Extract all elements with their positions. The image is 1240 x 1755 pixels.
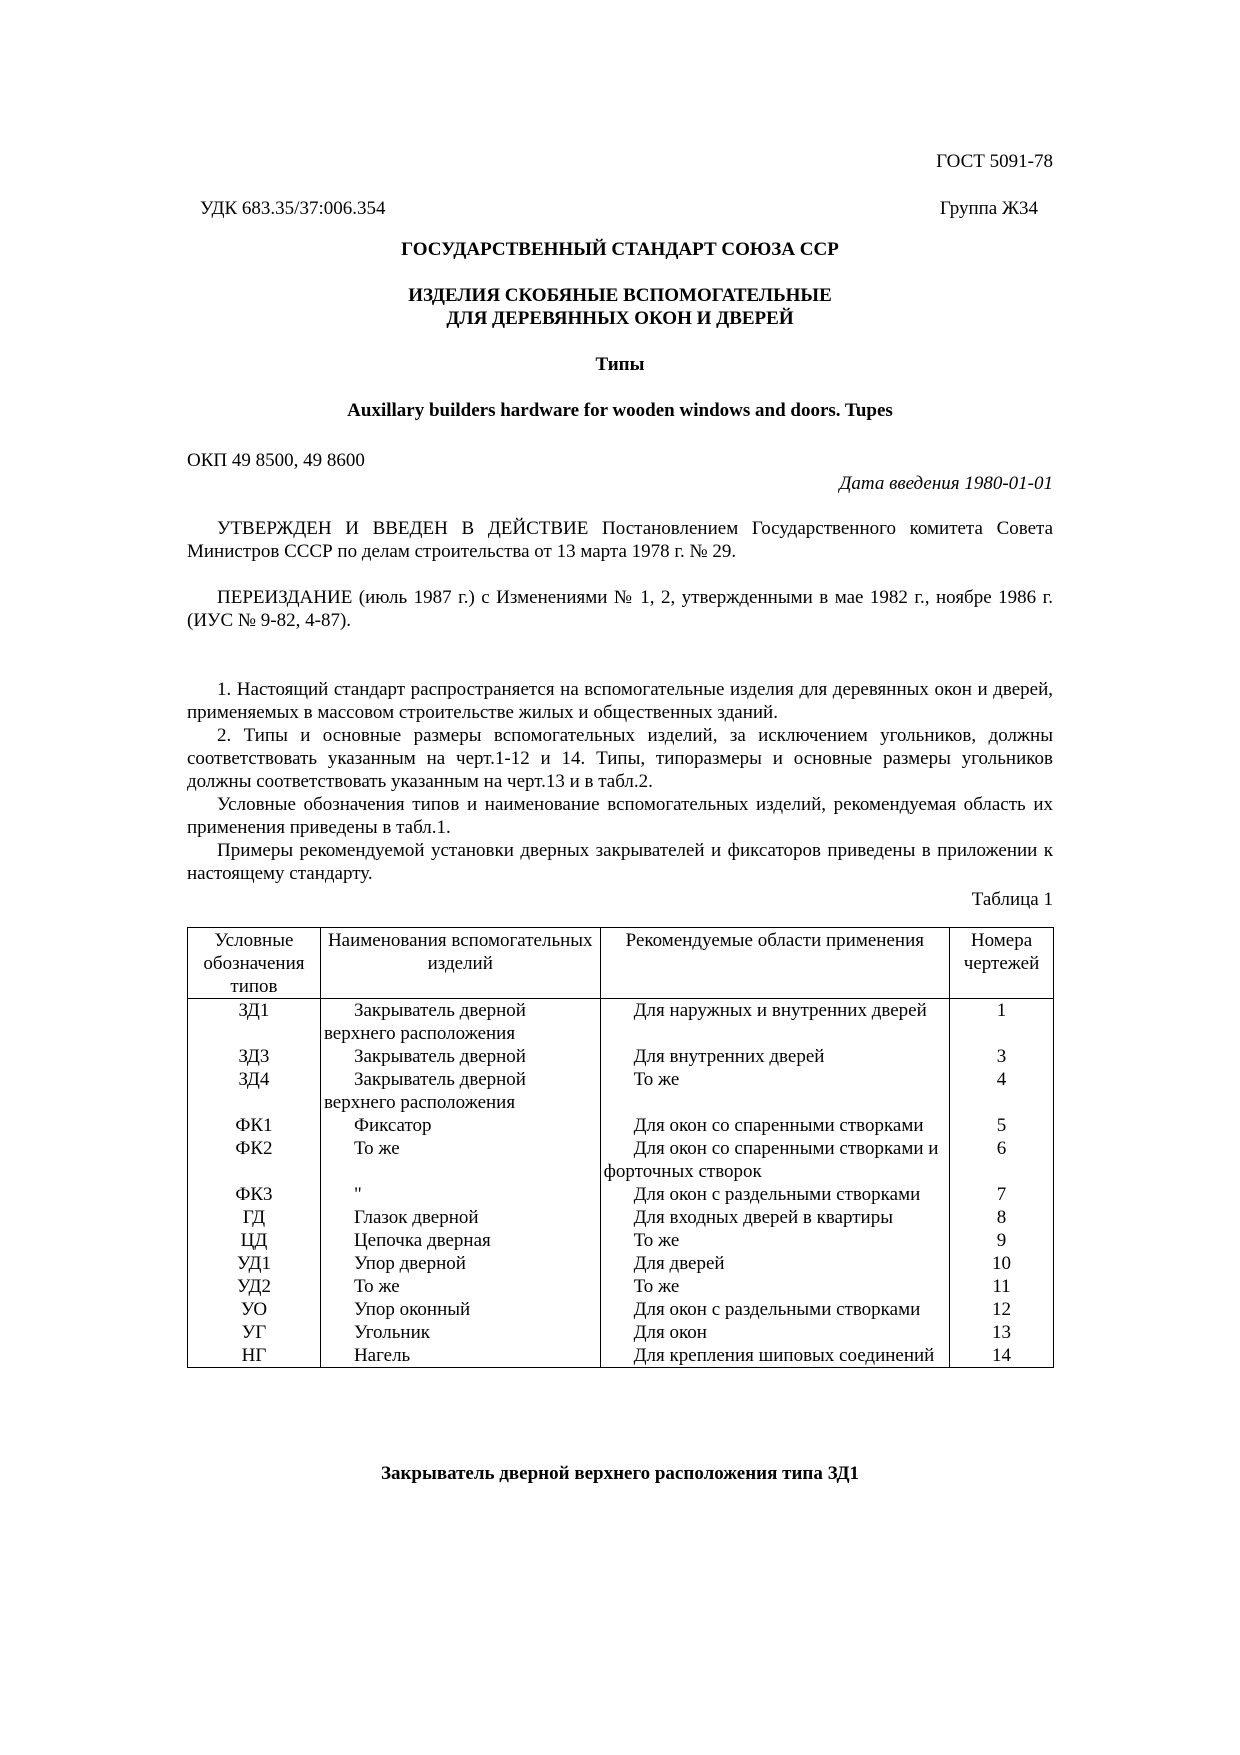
cell-area: Для входных дверей в квартиры — [600, 1206, 949, 1229]
header-drawing: Номера чертежей — [950, 928, 1054, 999]
cell-drawing: 11 — [950, 1275, 1054, 1298]
table-row — [188, 1206, 1054, 1229]
cell-area: То же — [600, 1275, 949, 1298]
doc-subtitle: Типы — [595, 354, 645, 375]
cell-drawing: 8 — [950, 1206, 1054, 1229]
cell-name: Упор дверной — [320, 1252, 600, 1275]
header-name: Наименования вспомогательных изделий — [320, 928, 600, 999]
table-row — [188, 1344, 1054, 1368]
cell-area: Для дверей — [600, 1252, 949, 1275]
clause-2-note-2: Примеры рекомендуемой установки дверных закрывателей и фиксаторов приведены в приложении к настоящему стандарту. — [187, 840, 1053, 884]
reissue-paragraph: ПЕРЕИЗДАНИЕ (июль 1987 г.) с Изменениями № 1, 2, утвержденными в мае 1982 г., ноябре 1986 г. (ИУС № 9-82, 4-87). — [187, 587, 1053, 631]
cell-code: ФК1 — [188, 1114, 321, 1137]
cell-name: Фиксатор — [320, 1114, 600, 1137]
cell-drawing: 4 — [950, 1068, 1054, 1114]
cell-name: То же — [320, 1275, 600, 1298]
table-row — [188, 1298, 1054, 1321]
cell-code: ЦД — [188, 1229, 321, 1252]
cell-area: Для окон — [600, 1321, 949, 1344]
table-row — [188, 1137, 1054, 1183]
cell-name: Закрыватель дверной верхнего расположения — [320, 1068, 600, 1114]
intro-date: Дата введения 1980-01-01 — [839, 473, 1053, 494]
types-table — [187, 927, 1054, 1368]
cell-name: То же — [320, 1137, 600, 1183]
cell-code: ФК2 — [188, 1137, 321, 1183]
cell-name: Закрыватель дверной верхнего расположения — [320, 999, 600, 1046]
cell-drawing: 7 — [950, 1183, 1054, 1206]
cell-area: То же — [600, 1229, 949, 1252]
cell-drawing: 9 — [950, 1229, 1054, 1252]
cell-code: УД1 — [188, 1252, 321, 1275]
table-row — [188, 1114, 1054, 1137]
cell-drawing: 14 — [950, 1344, 1054, 1368]
cell-area: Для крепления шиповых соединений — [600, 1344, 949, 1368]
standard-title: ГОСУДАРСТВЕННЫЙ СТАНДАРТ СОЮЗА ССР — [401, 239, 839, 260]
gost-code: ГОСТ 5091-78 — [936, 151, 1053, 172]
clause-1: 1. Настоящий стандарт распространяется на вспомогательные изделия для деревянных окон и дверей, применяемых в массовом строительстве жилых и общественных зданий. — [187, 679, 1053, 723]
table-caption: Таблица 1 — [971, 889, 1053, 910]
cell-drawing: 3 — [950, 1045, 1054, 1068]
cell-area: Для окон с раздельными створками — [600, 1298, 949, 1321]
cell-name: Закрыватель дверной — [320, 1045, 600, 1068]
table-row — [188, 1183, 1054, 1206]
cell-code: НГ — [188, 1344, 321, 1368]
cell-code: ЗД1 — [188, 999, 321, 1046]
cell-code: УГ — [188, 1321, 321, 1344]
cell-drawing: 12 — [950, 1298, 1054, 1321]
cell-name: Нагель — [320, 1344, 600, 1368]
cell-area: Для наружных и внутренних дверей — [600, 999, 949, 1046]
clause-2: 2. Типы и основные размеры вспомогательных изделий, за исключением угольников, должны соответствовать указанным на черт.1-12 и 14. Типы, типоразмеры и основные размеры угольников должны соответствовать указанным на черт.13 и в табл.2. — [187, 725, 1053, 792]
cell-name: " — [320, 1183, 600, 1206]
table-row — [188, 1252, 1054, 1275]
cell-code: УО — [188, 1298, 321, 1321]
cell-name: Глазок дверной — [320, 1206, 600, 1229]
okp-code: ОКП 49 8500, 49 8600 — [187, 450, 365, 471]
doc-title-line2: ДЛЯ ДЕРЕВЯННЫХ ОКОН И ДВЕРЕЙ — [446, 308, 794, 329]
cell-area: Для внутренних дверей — [600, 1045, 949, 1068]
cell-drawing: 13 — [950, 1321, 1054, 1344]
cell-area: Для окон со спаренными створками и форточных створок — [600, 1137, 949, 1183]
cell-name: Угольник — [320, 1321, 600, 1344]
table-row — [188, 1275, 1054, 1298]
cell-code: ЗД3 — [188, 1045, 321, 1068]
table-header-row — [188, 928, 1054, 999]
approval-paragraph: УТВЕРЖДЕН И ВВЕДЕН В ДЕЙСТВИЕ Постановлением Государственного комитета Совета Министров СССР по делам строительства от 13 марта 1978 г. № 29. — [187, 518, 1053, 562]
english-title: Auxillary builders hardware for wooden windows and doors. Tupes — [347, 400, 893, 421]
table-row — [188, 1068, 1054, 1114]
table-row — [188, 1229, 1054, 1252]
cell-drawing: 5 — [950, 1114, 1054, 1137]
cell-drawing: 6 — [950, 1137, 1054, 1183]
cell-drawing: 1 — [950, 999, 1054, 1046]
cell-code: ФК3 — [188, 1183, 321, 1206]
cell-area: Для окон с раздельными створками — [600, 1183, 949, 1206]
header-area: Рекомендуемые области применения — [600, 928, 949, 999]
cell-code: ЗД4 — [188, 1068, 321, 1114]
doc-title-line1: ИЗДЕЛИЯ СКОБЯНЫЕ ВСПОМОГАТЕЛЬНЫЕ — [408, 285, 832, 306]
table-row — [188, 1321, 1054, 1344]
cell-area: То же — [600, 1068, 949, 1114]
header-code: Условные обозначения типов — [188, 928, 321, 999]
cell-code: ГД — [188, 1206, 321, 1229]
cell-name: Цепочка дверная — [320, 1229, 600, 1252]
table-row — [188, 999, 1054, 1046]
table-row — [188, 1045, 1054, 1068]
cell-code: УД2 — [188, 1275, 321, 1298]
udk-code: УДК 683.35/37:006.354 — [200, 198, 386, 219]
figure-title: Закрыватель дверной верхнего расположения типа ЗД1 — [380, 1463, 860, 1484]
cell-area: Для окон со спаренными створками — [600, 1114, 949, 1137]
cell-name: Упор оконный — [320, 1298, 600, 1321]
cell-drawing: 10 — [950, 1252, 1054, 1275]
clause-2-note-1: Условные обозначения типов и наименование вспомогательных изделий, рекомендуемая область их применения приведены в табл.1. — [187, 794, 1053, 838]
group-code: Группа Ж34 — [939, 198, 1038, 219]
